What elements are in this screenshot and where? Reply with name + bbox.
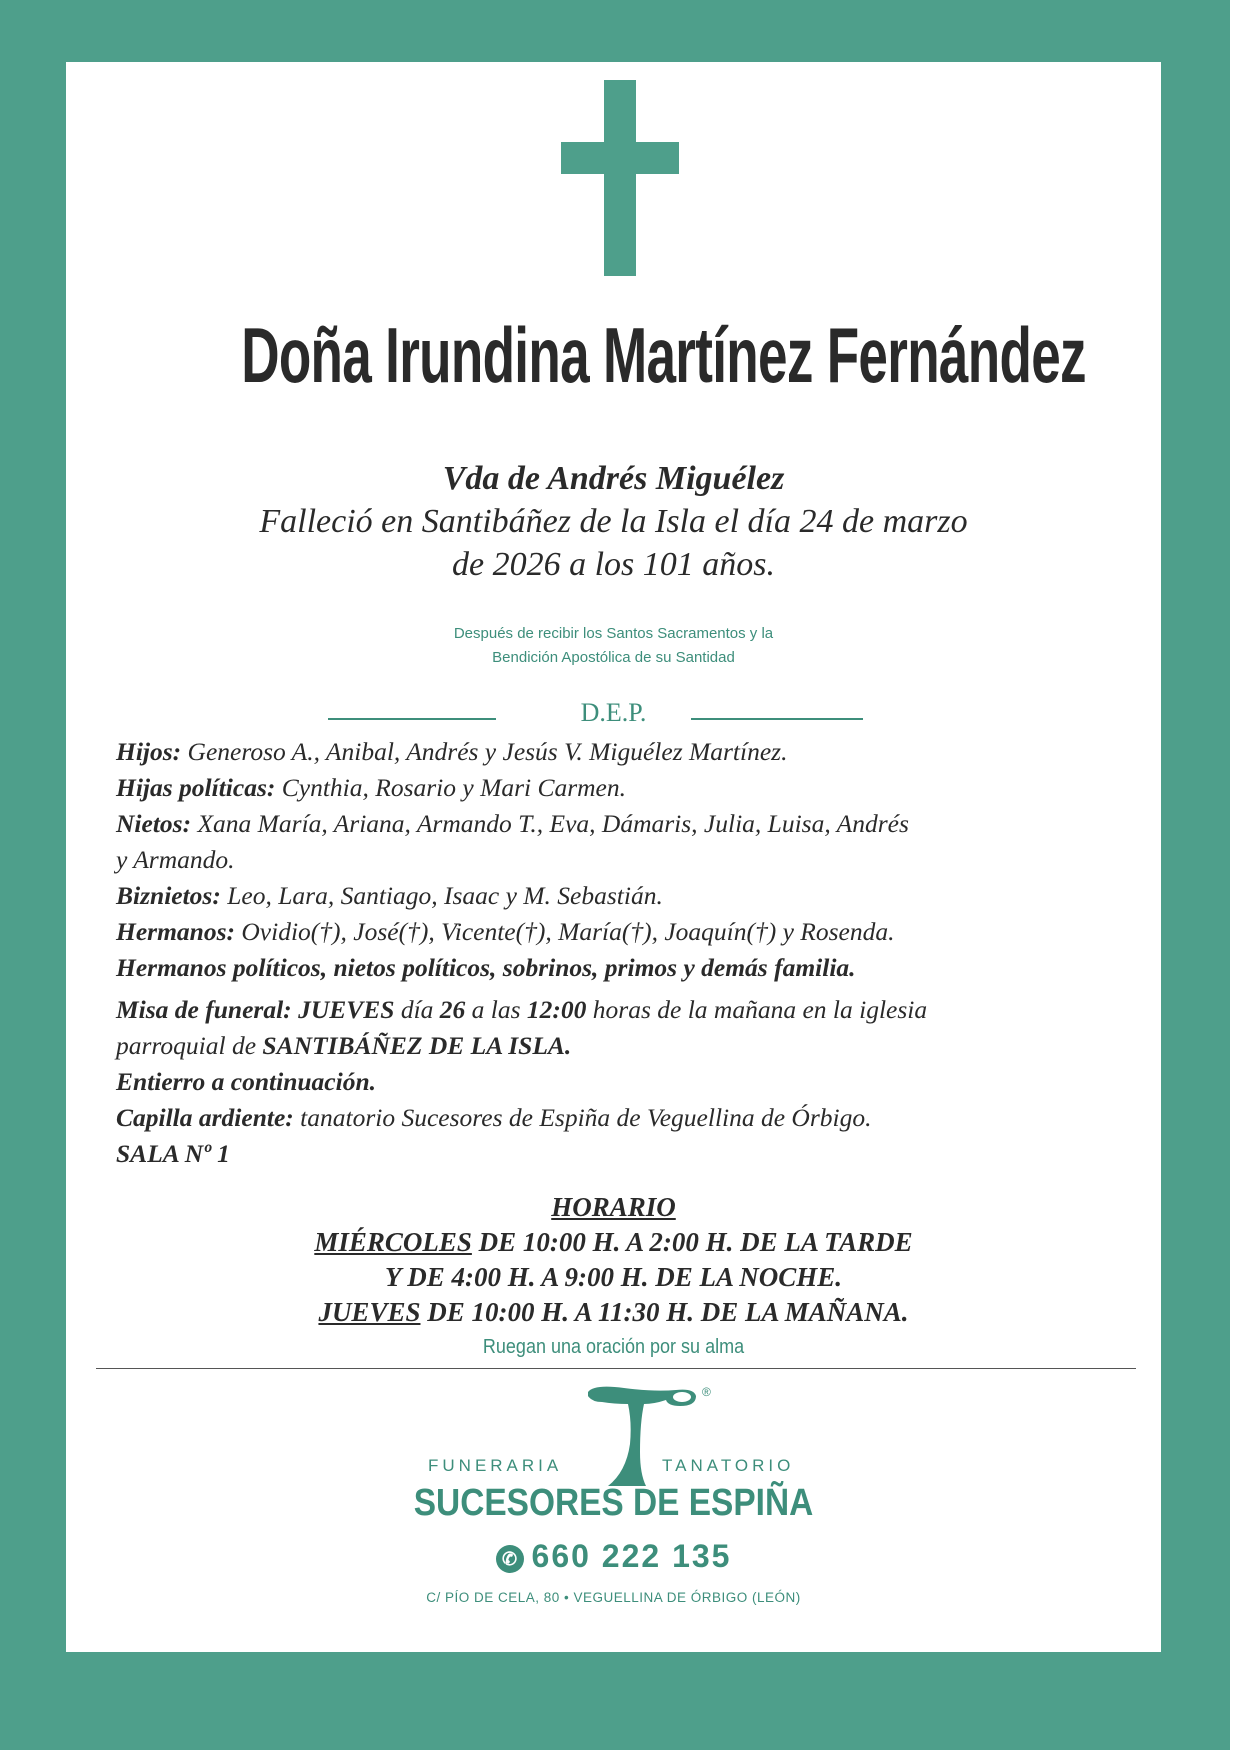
sacraments-line-2: Bendición Apostólica de su Santidad <box>492 649 735 666</box>
misa-line: Misa de funeral: JUEVES día 26 a las 12:00 horas de la mañana en la iglesia <box>116 995 928 1024</box>
family-hijos: Hijos: Generoso A., Anibal, Andrés y Jesús V. Miguélez Martínez. <box>116 737 788 766</box>
death-details <box>196 500 1031 586</box>
funeral-details <box>116 992 1146 1172</box>
schedule-line-3: JUEVES DE 10:00 H. A 11:30 H. DE LA MAÑANA. <box>318 1297 909 1327</box>
funeraria-label: FUNERARIA <box>428 1456 563 1475</box>
family-others: Hermanos políticos, nietos políticos, sobrinos, primos y demás familia. <box>116 953 856 982</box>
family-hijas-politicas: Hijas políticas: Cynthia, Rosario y Mari Carmen. <box>116 773 626 802</box>
misa-place-line: parroquial de SANTIBÁÑEZ DE LA ISLA. <box>116 1031 572 1060</box>
family-biznietos: Biznietos: Leo, Lara, Santiago, Isaac y M. Sebastián. <box>116 881 663 910</box>
family-nietos: Nietos: Xana María, Ariana, Armando T., Eva, Dámaris, Julia, Luisa, Andrés <box>116 809 909 838</box>
company-address: C/ PÍO DE CELA, 80 • VEGUELLINA DE ÓRBIGO (LEÓN) <box>426 1590 801 1605</box>
family-list <box>116 734 1146 986</box>
company-name: SUCESORES DE ESPIÑA <box>413 1482 814 1524</box>
schedule <box>66 1190 1161 1330</box>
capilla-line: Capilla ardiente: tanatorio Sucesores de Espiña de Veguellina de Órbigo. <box>116 1103 872 1132</box>
widow-of: Vda de Andrés Miguélez <box>442 460 785 497</box>
family-hermanos: Hermanos: Ovidio(†), José(†), Vicente(†), María(†), Joaquín(†) y Rosenda. <box>116 917 895 946</box>
phone-icon: ✆ <box>496 1545 524 1573</box>
tanatorio-label: TANATORIO <box>662 1456 795 1475</box>
sacraments-text <box>66 622 1161 670</box>
svg-text:®: ® <box>702 1385 711 1399</box>
footer-divider <box>96 1368 1136 1369</box>
family-nietos-cont: y Armando. <box>116 845 235 874</box>
prayer-request: Ruegan una oración por su alma <box>482 1336 745 1358</box>
phone-number: 660 222 135 <box>531 1538 732 1574</box>
obituary-card <box>66 62 1161 1652</box>
entierro-line: Entierro a continuación. <box>116 1067 377 1096</box>
sala-line: SALA Nº 1 <box>116 1139 230 1168</box>
death-line-1: Falleció en Santibáñez de la Isla el día 24 de marzo <box>259 503 968 540</box>
schedule-line-1: MIÉRCOLES DE 10:00 H. A 2:00 H. DE LA TARDE <box>314 1227 913 1257</box>
deceased-name: Doña Irundina Martínez Fernández <box>241 311 1086 399</box>
sacraments-line-1: Después de recibir los Santos Sacramentos y la <box>453 625 774 642</box>
company-phone <box>66 1538 1161 1575</box>
schedule-title: HORARIO <box>551 1192 676 1222</box>
death-line-2: de 2026 a los 101 años. <box>452 546 775 583</box>
dep-label: D.E.P. <box>580 698 647 727</box>
schedule-line-2: Y DE 4:00 H. A 9:00 H. DE LA NOCHE. <box>384 1262 843 1292</box>
dep-divider-right <box>691 718 863 720</box>
